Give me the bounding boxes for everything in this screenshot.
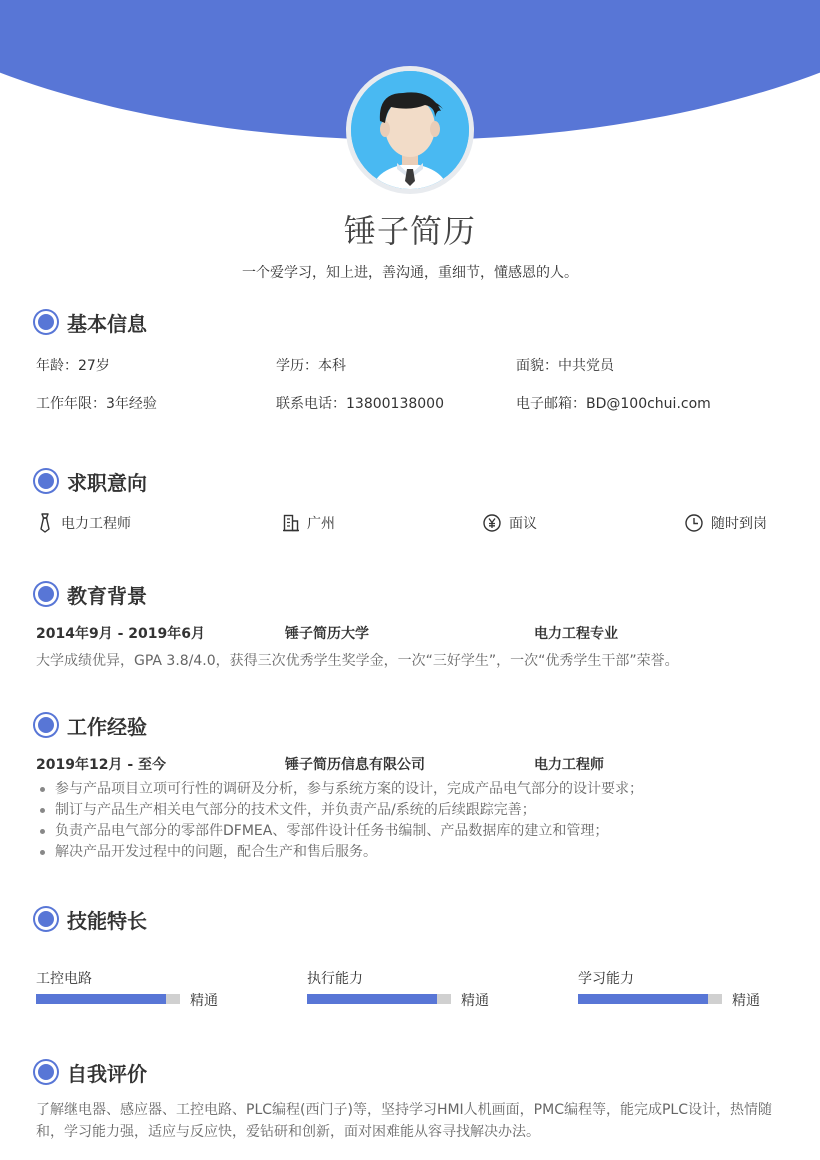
section-bullet-icon: [35, 1061, 57, 1083]
avatar-illustration: [351, 71, 469, 189]
intent-availability-label: 随时到岗: [711, 516, 767, 532]
work-company: 锤子简历信息有限公司: [285, 757, 425, 773]
building-icon: [283, 514, 299, 532]
skill-level: 精通: [190, 993, 218, 1009]
skill-bar: [578, 994, 722, 1004]
section-title: 工作经验: [67, 714, 147, 739]
intent-position-label: 电力工程师: [61, 516, 131, 532]
education-school: 锤子简历大学: [285, 626, 369, 642]
skill-bar-fill: [36, 994, 166, 1004]
intent-city-label: 广州: [307, 516, 335, 532]
basic-years: 工作年限：3年经验: [36, 396, 157, 412]
basic-phone: 联系电话：13800138000: [276, 396, 444, 412]
section-title: 教育背景: [67, 583, 147, 608]
section-bullet-icon: [35, 908, 57, 930]
basic-age: 年龄：27岁: [36, 358, 110, 374]
intent-availability: [685, 513, 767, 533]
basic-politics: 面貌：中共党员: [516, 358, 614, 374]
basic-education: 学历：本科: [276, 358, 346, 374]
candidate-tagline: 一个爱学习，知上进，善沟通，重细节，懂感恩的人。: [242, 265, 578, 281]
intent-city: [283, 513, 335, 533]
yen-icon: [483, 514, 501, 532]
work-role: 电力工程师: [534, 757, 604, 773]
section-basic-header: [34, 308, 147, 336]
skill-name: 执行能力: [307, 971, 363, 987]
skill-bar: [36, 994, 180, 1004]
skill-name: 工控电路: [36, 971, 92, 987]
education-period: 2014年9月 - 2019年6月: [36, 626, 205, 642]
candidate-name: 锤子简历: [343, 212, 476, 250]
avatar: [346, 66, 474, 194]
skill-bar-fill: [578, 994, 708, 1004]
work-duties-list: [36, 779, 643, 863]
tie-icon: [37, 513, 53, 533]
list-item: 负责产品电气部分的零部件DFMEA、零部件设计任务书编制、产品数据库的建立和管理；: [36, 821, 643, 842]
clock-icon: [685, 514, 703, 532]
skill-bar: [307, 994, 451, 1004]
skill-name: 学习能力: [578, 971, 634, 987]
section-self-header: [34, 1058, 147, 1086]
work-period: 2019年12月 - 至今: [36, 757, 167, 773]
section-education-header: [34, 580, 147, 608]
education-description: 大学成绩优异，GPA 3.8/4.0，获得三次优秀学生奖学金，一次“三好学生”，一次“优秀学生干部”荣誉。: [36, 653, 679, 669]
intent-salary: [483, 513, 537, 533]
self-evaluation-text: 了解继电器、感应器、工控电路、PLC编程(西门子)等，坚持学习HMI人机画面，PMC编程等，能完成PLC设计，热情随和，学习能力强，适应与反应快，爱钻研和创新，面对困难能从容寻找解决办法。: [36, 1102, 772, 1140]
list-item: 制订与产品生产相关电气部分的技术文件，并负责产品/系统的后续跟踪完善；: [36, 800, 643, 821]
section-title: 基本信息: [67, 311, 147, 336]
section-intent-header: [34, 467, 147, 495]
basic-email: 电子邮箱：BD@100chui.com: [516, 396, 711, 412]
section-title: 自我评价: [67, 1061, 147, 1086]
education-major: 电力工程专业: [534, 626, 618, 642]
section-work-header: [34, 711, 147, 739]
intent-salary-label: 面议: [509, 516, 537, 532]
section-title: 求职意向: [67, 470, 147, 495]
section-bullet-icon: [35, 714, 57, 736]
skill-bar-fill: [307, 994, 437, 1004]
skill-level: 精通: [732, 993, 760, 1009]
section-bullet-icon: [35, 470, 57, 492]
section-skills-header: [34, 905, 147, 933]
list-item: 解决产品开发过程中的问题，配合生产和售后服务。: [36, 842, 643, 863]
section-bullet-icon: [35, 311, 57, 333]
section-title: 技能特长: [67, 908, 147, 933]
list-item: 参与产品项目立项可行性的调研及分析，参与系统方案的设计，完成产品电气部分的设计要求；: [36, 779, 643, 800]
skill-level: 精通: [461, 993, 489, 1009]
section-bullet-icon: [35, 583, 57, 605]
intent-position: [37, 513, 131, 533]
